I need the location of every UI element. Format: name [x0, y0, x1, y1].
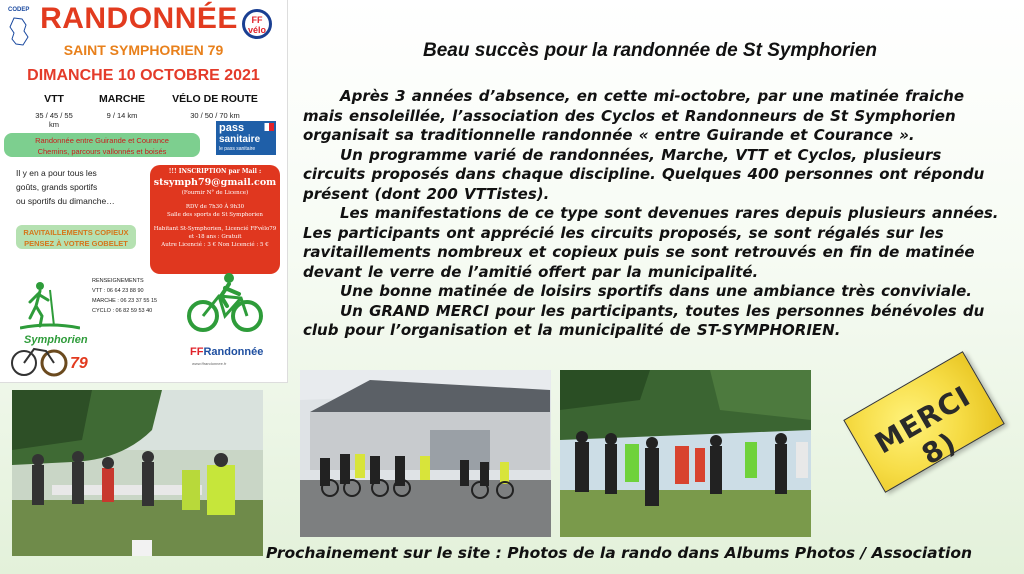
article-paragraph: Un programme varié de randonnées, Marche, VTT et Cyclos, plusieurs circuits proposés dans chaque discipline. Quelques 400 personnes ont répondu présent (dont 200 VTTistes).: [303, 145, 985, 203]
activity-route: [165, 93, 265, 120]
route-info-line2: Chemins, parcours vallonnés et boisés: [37, 147, 167, 156]
registration-free-1: Habitant St-Symphorien, Licencié FFvélo79: [153, 226, 277, 232]
registration-rdv: RDV de 7h30 À 9h30: [185, 204, 245, 210]
tagline-line1: Il y en a pour tous les: [16, 168, 97, 178]
merci-text: MERCI 8): [869, 379, 977, 472]
ffrandonnee-url: www.ffrandonnee.fr: [192, 361, 227, 366]
poster-date: DIMANCHE 10 OCTOBRE 2021: [27, 67, 260, 84]
pass-line3: le pass sanitaire: [219, 146, 256, 152]
ffvelo-logo-bottom: vélo: [247, 25, 266, 35]
ffrandonnee-ff: FF: [190, 346, 204, 358]
codep-logo-text: CODEP: [8, 7, 30, 13]
activity-marche-heading: MARCHE: [98, 93, 146, 105]
pass-sanitaire-badge: [216, 121, 276, 155]
activity-vtt-heading: VTT: [44, 93, 64, 105]
registration-venue: Salle des sports de St Symphorien: [167, 212, 263, 218]
registration-licence: (Fournir N° de Licence): [181, 190, 249, 196]
photo-gymnase: [300, 370, 551, 537]
article-title: Beau succès pour la randonnée de St Symphorien: [422, 40, 877, 61]
activity-marche-distances: 9 / 14 km: [106, 111, 138, 120]
ravito-line1: RAVITAILLEMENTS COPIEUX: [23, 228, 129, 237]
contact-info: [92, 276, 157, 316]
article-paragraph: Un GRAND MERCI pour les participants, toutes les personnes bénévoles du club pour l’organisation et la municipalité de ST-SYMPHORIEN.: [303, 301, 985, 339]
pass-line2: sanitaire: [219, 134, 261, 145]
article-paragraph: Une bonne matinée de loisirs sportifs dans une ambiance très conviviale.: [340, 282, 972, 300]
french-flag-icon: [260, 123, 274, 131]
activity-marche: [92, 93, 152, 120]
club-logo-text: Symphorien: [24, 334, 88, 346]
ffrandonnee-logo: [190, 346, 263, 358]
registration-email: stsymph79@gmail.com: [153, 177, 277, 188]
ravito-box: [16, 225, 136, 249]
contact-cyclo: CYCLO : 06 82 59 53 40: [92, 308, 153, 314]
poster-subtitle: SAINT SYMPHORIEN 79: [63, 42, 224, 58]
contact-title: RENSEIGNEMENTS: [92, 278, 144, 284]
activity-route-distances: 30 / 50 / 70 km: [190, 111, 240, 120]
event-poster: [0, 0, 288, 383]
registration-box: [150, 165, 280, 274]
hiker-icon: [20, 280, 80, 332]
contact-vtt: VTT : 06 64 23 88 90: [92, 288, 144, 294]
merci-note: [843, 351, 1005, 493]
article-body: [303, 87, 1003, 341]
merci-sticker: [840, 350, 1010, 490]
activity-vtt: [32, 93, 76, 129]
article-paragraph: Après 3 années d’absence, en cette mi-octobre, par une matinée fraiche mais ensoleillée, l’association des Cyclos et Randonneurs de St Symphorien organisait sa traditionnelle randonnée « entre Guirande et Courance ».: [303, 87, 965, 144]
footer-announcement: Prochainement sur le site : Photos de la rando dans Albums Photos / Association: [266, 544, 973, 562]
cyclist-icon: [185, 272, 265, 334]
registration-prices: Autre Licencié : 3 € Non Licencié : 5 €: [161, 242, 269, 248]
route-info-line1: Randonnée entre Guirande et Courance: [35, 136, 169, 145]
photo-ravitaillement: [12, 390, 263, 556]
ravito-line2: PENSEZ À VOTRE GOBELET: [24, 239, 128, 248]
activity-route-heading: VÉLO DE ROUTE: [172, 93, 258, 105]
ffvelo-logo: [242, 9, 272, 39]
activity-vtt-distances: 35 / 45 / 55 km: [35, 111, 73, 129]
route-info-box: [4, 133, 200, 157]
contact-marche: MARCHE : 06 23 37 55 15: [92, 298, 158, 304]
club-logo-number: 79: [70, 355, 88, 372]
registration-heading: !!! INSCRIPTION par Mail :: [168, 168, 262, 175]
pass-line1: pass: [219, 122, 245, 134]
tagline-line2: goûts, grands sportifs: [16, 182, 98, 192]
article-paragraph: Les manifestations de ce type sont devenues rares depuis plusieurs années. Les participants ont apprécié les circuits proposés, se sont régalés sur les ravitaillements nombreux et copieux puis se sont retrouvés en fin de matinée devant le verre de l’amitié offert par la municipalité.: [303, 204, 999, 281]
ffvelo-logo-top: FF: [251, 15, 263, 25]
poster-title: RANDONNÉE: [40, 2, 238, 35]
registration-free-2: et -18 ans : Gratuit: [188, 234, 242, 240]
ffrandonnee-name: Randonnée: [203, 346, 264, 358]
poster-tagline: [16, 166, 146, 208]
photo-depart-groupe: [560, 370, 811, 537]
tagline-line3: ou sportifs du dimanche…: [16, 196, 115, 206]
